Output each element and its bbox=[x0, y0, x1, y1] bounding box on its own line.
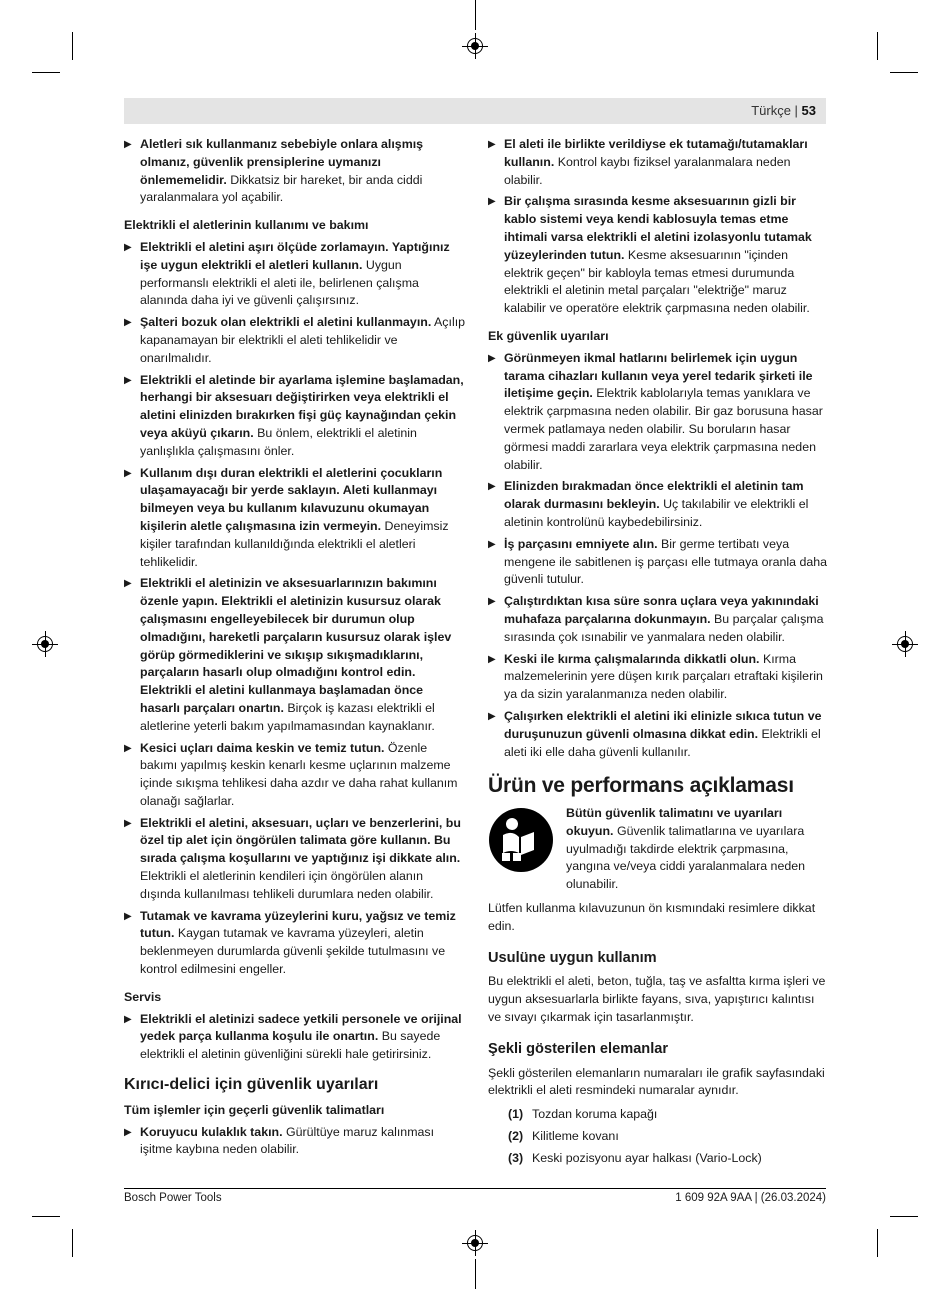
bullet-text: Kaygan tutamak ve kavrama yüzeyleri, aletin beklenmeyen durumlarda güvenli şekilde tutulmasını ve kontrol edilmesini engeller. bbox=[140, 926, 446, 977]
crop-mark bbox=[72, 32, 73, 60]
warning-text: Güvenlik talimatlarına ve uyarılara uyulmadığı takdirde elektrik çarpmasına, yangına ve/veya ciddi yaralanmalara neden olunabilir. bbox=[566, 823, 806, 892]
triangle-right-icon: ▶ bbox=[124, 139, 132, 150]
section-heading: Kırıcı-delici için güvenlik uyarıları bbox=[124, 1076, 379, 1094]
bullet-text: Dikkatsiz bir hareket, bir anda ciddi yaralanmalara yol açabilir. bbox=[140, 172, 423, 205]
section-subheading: Elektrikli el aletlerinin kullanımı ve bakımı bbox=[124, 218, 369, 233]
triangle-right-icon: ▶ bbox=[488, 538, 496, 550]
bullet-bold: Elektrikli el aletinizi sadece yetkili personele ve orijinal yedek parça kullanma koşulu ile onartın. bbox=[140, 1011, 462, 1044]
bullet-bold: Elektrikli el aletini, aksesuarı, uçları ve benzerlerini, bu özel tip alet için öngörülen talimata göre kullanın. Bu sırada çalışma koşullarını ve yaptığınız işi dikkate alın. bbox=[140, 815, 461, 866]
crop-mark bbox=[72, 1229, 73, 1257]
paragraph: Şekli gösterilen elemanların numaraları ile grafik sayfasındaki elektrikli el aleti resmindeki numaralar aynıdır. bbox=[488, 1065, 825, 1098]
triangle-right-icon: ▶ bbox=[124, 910, 132, 922]
bullet-bold: Kesici uçları daima keskin ve temiz tutun. bbox=[140, 740, 385, 755]
list-item bbox=[124, 1011, 466, 1064]
bullet-bold: Görünmeyen ikmal hatlarını belirlemek için uygun tarama cihazları kullanın veya yerel tedarik şirketi ile iletişime geçin. bbox=[504, 350, 813, 401]
triangle-right-icon: ▶ bbox=[488, 481, 496, 493]
left-column bbox=[124, 136, 466, 1163]
page-header bbox=[124, 98, 826, 124]
bullet-bold: Keski ile kırma çalışmalarında dikkatli olun. bbox=[504, 651, 760, 666]
triangle-right-icon: ▶ bbox=[488, 352, 496, 364]
list-item bbox=[124, 239, 466, 310]
bullet-bold: Kullanım dışı duran elektrikli el aletlerini çocukların ulaşamayacağı bir yerde saklayın. Aleti kullanmayı bilmeyen veya bu kullanım kılavuzunu okumayan kişilerin aletle çalışmasına izin vermeyin. bbox=[140, 465, 443, 533]
list-item bbox=[488, 350, 830, 475]
item-label: Kilitleme kovanı bbox=[532, 1129, 619, 1144]
triangle-right-icon: ▶ bbox=[488, 596, 496, 608]
bullet-bold: Elinizden bırakmadan önce elektrikli el aletinin tam olarak durmasını bekleyin. bbox=[504, 479, 804, 512]
bullet-text: Elektrikli el aleti iki elle daha güvenli kullanılır. bbox=[504, 726, 821, 759]
registration-mark-line bbox=[905, 631, 906, 657]
bullet-text: Elektrik kablolarıyla temas yanıklara ve elektrik çarpmasına neden olabilir. Bir gaz borusuna hasar vermek patlamaya neden olabilir. Su boruların hasar görmesi maddi zararlara veya elektrik çarpmasına neden olabilir. bbox=[504, 386, 823, 472]
bullet-text: Uç takılabilir ve elektrikli el aletinin kontrolünü kaybedebilirsiniz. bbox=[504, 497, 809, 529]
list-item bbox=[508, 1128, 830, 1146]
bullet-text: Uygun performanslı elektrikli el aleti ile, belirlenen çalışma alanında daha iyi ve güvenli çalışırsınız. bbox=[140, 257, 419, 308]
bullet-text: Birçok iş kazası elektrikli el aletlerine yeterli bakım yapılmamasından kaynaklanır. bbox=[140, 700, 435, 733]
header-text bbox=[751, 103, 816, 118]
bullet-text: Elektrikli el aletlerinin kendileri için öngörülen alanın dışında kullanılması tehlikeli durumlara neden olabilir. bbox=[140, 869, 434, 901]
bullet-bold: Çalıştırdıktan kısa süre sonra uçlara veya yakınındaki muhafaza parçalarına dokunmayın. bbox=[504, 594, 819, 626]
bullet-bold: Çalışırken elektrikli el aletini iki elinizle sıkıca tutun ve duruşunuzun güvenli olmasına dikkat edin. bbox=[504, 708, 822, 741]
list-item bbox=[488, 478, 830, 531]
list-item bbox=[488, 708, 830, 761]
bullet-bold: İş parçasını emniyete alın. bbox=[504, 536, 658, 551]
item-label: Keski pozisyonu ayar halkası (Vario-Lock) bbox=[532, 1150, 762, 1165]
triangle-right-icon: ▶ bbox=[488, 710, 496, 722]
crop-mark bbox=[890, 72, 918, 73]
bullet-bold: Elektrikli el aletinizin ve aksesuarlarınızın bakımını özenle yapın. Elektrikli el aletinizin kusursuz olarak çalışmasını engelleyebilecek bir durumun olup olmadığını, hareketli parçaların kusursuz olarak işlev görüp görmediklerini ve sıkışıp sıkışmadıklarını, parçaların hasarlı olup olmadığını kontrol edin. Elektrikli el aletini kullanmaya başlamadan önce hasarlı parçaları onartın. bbox=[140, 576, 452, 715]
crop-mark bbox=[475, 0, 476, 30]
bullet-text: Kesme aksesuarının "içinden elektrik geçen" bir kabloyla temas etmesi durumunda elektrikli el aletinin metal parçaları "elektriğe" maruz kalabilir ve operatöre elektrik çarpmasına neden olabilir. bbox=[504, 247, 810, 316]
registration-mark-line bbox=[475, 33, 476, 59]
crop-mark bbox=[890, 1216, 918, 1217]
crop-mark bbox=[877, 1229, 878, 1257]
item-number: (2) bbox=[508, 1129, 524, 1144]
list-item bbox=[488, 136, 830, 189]
subsection-heading: Usulüne uygun kullanım bbox=[488, 949, 657, 966]
bullet-text: Deneyimsiz kişiler tarafından kullanıldığında elektrikli el aletleri tehlikelidir. bbox=[140, 518, 449, 569]
bullet-bold: Şalteri bozuk olan elektrikli el aletini kullanmayın. bbox=[140, 315, 432, 330]
bullet-bold: Bir çalışma sırasında kesme aksesuarının gizli bir kablo sistemi veya kendi kablosuyla temas etme ihtimali varsa elektrikli el aletini izolasyonlu tutamak yüzeylerinden tutun. bbox=[504, 194, 812, 262]
list-item bbox=[488, 651, 830, 704]
list-item bbox=[124, 372, 466, 461]
section-subheading: Tüm işlemler için geçerli güvenlik talimatları bbox=[124, 1102, 385, 1117]
warning-bold: Bütün güvenlik talimatını ve uyarıları okuyun. bbox=[566, 806, 783, 838]
triangle-right-icon: ▶ bbox=[124, 1126, 132, 1138]
triangle-right-icon: ▶ bbox=[124, 241, 132, 253]
crop-mark bbox=[32, 72, 60, 73]
bullet-text: Bir germe tertibatı veya mengene ile sabitlenen iş parçası elle tutmaya oranla daha güvenli tutulur. bbox=[504, 536, 828, 587]
triangle-right-icon: ▶ bbox=[124, 742, 132, 754]
header-section: Türkçe | bbox=[751, 103, 802, 118]
triangle-right-icon: ▶ bbox=[488, 653, 496, 665]
subsection-heading: Şekli gösterilen elemanlar bbox=[488, 1040, 669, 1057]
bullet-text: Bu parçalar çalışma sırasında çok ısınabilir ve yanmalara neden olabilir. bbox=[504, 611, 824, 644]
list-item bbox=[124, 136, 466, 207]
list-item bbox=[488, 193, 830, 318]
bullet-bold: Elektrikli el aletini aşırı ölçüde zorlamayın. Yaptığınız işe uygun elektrikli el aletleri kullanın. bbox=[140, 239, 450, 272]
bullet-bold: Elektrikli el aletinde bir ayarlama işlemine başlamadan, herhangi bir aksesuarı değiştirirken veya elektrikli el aletini elinizden bırakırken fişi güç kaynağından çekin veya aküyü çıkarın. bbox=[140, 372, 464, 440]
list-item bbox=[508, 1106, 830, 1124]
bullet-bold: Tutamak ve kavrama yüzeylerini kuru, yağsız ve temiz tutun. bbox=[140, 908, 456, 941]
bullet-text: Gürültüye maruz kalınması işitme kaybına neden olabilir. bbox=[140, 1124, 435, 1157]
list-item bbox=[124, 1124, 466, 1160]
triangle-right-icon: ▶ bbox=[124, 578, 132, 590]
list-item bbox=[124, 465, 466, 572]
bullet-text: Kırma malzemelerinin yere düşen kırık parçaları etraftaki kişilerin ya da sizin yaralanmanıza neden olabilir. bbox=[504, 651, 823, 702]
section-subheading: Ek güvenlik uyarıları bbox=[488, 328, 609, 343]
bullet-bold: Aletleri sık kullanmanız sebebiyle onlara alışmış olmanız, güvenlik prensiplerine uymanızı önlememelidir. bbox=[140, 137, 424, 187]
chapter-heading: Ürün ve performans açıklaması bbox=[488, 774, 794, 798]
list-item bbox=[124, 908, 466, 979]
bullet-text: Özenle bakımı yapılmış keskin kenarlı kesme uçlarının malzeme içinde sıkışma tehlikesi daha azdır ve daha rahat kullanım olanağı sağlarlar. bbox=[140, 740, 458, 808]
bullet-text: Bu önlem, elektrikli el aletinin yanlışlıkla çalışmasını önler. bbox=[140, 425, 417, 458]
triangle-right-icon: ▶ bbox=[488, 139, 496, 150]
crop-mark bbox=[475, 1259, 476, 1289]
page-number: 53 bbox=[801, 103, 816, 118]
item-label: Tozdan koruma kapağı bbox=[532, 1107, 658, 1122]
registration-mark-line bbox=[45, 631, 46, 657]
triangle-right-icon: ▶ bbox=[124, 317, 132, 329]
crop-mark bbox=[877, 32, 878, 60]
list-item bbox=[124, 575, 466, 735]
footer-doc-id: 1 609 92A 9AA | (26.03.2024) bbox=[675, 1192, 826, 1204]
item-number: (1) bbox=[508, 1107, 524, 1122]
footer-brand: Bosch Power Tools bbox=[124, 1192, 222, 1204]
warning-box bbox=[488, 805, 830, 894]
bullet-text: Açılıp kapanamayan bir elektrikli el aleti tehlikelidir ve onarılmalıdır. bbox=[140, 315, 466, 365]
triangle-right-icon: ▶ bbox=[124, 467, 132, 479]
list-item bbox=[124, 740, 466, 811]
footer-divider bbox=[124, 1188, 826, 1189]
list-item bbox=[488, 593, 830, 646]
bullet-bold: El aleti ile birlikte verildiyse ek tutamağı/tutamakları kullanın. bbox=[504, 137, 808, 169]
list-item bbox=[488, 536, 830, 589]
right-column bbox=[488, 136, 830, 1172]
read-manual-icon bbox=[488, 807, 554, 873]
registration-mark-line bbox=[475, 1230, 476, 1256]
bullet-text: Bu sayede elektrikli el aletinin güvenliğini sürekli hale getirirsiniz. bbox=[140, 1029, 441, 1062]
section-subheading: Servis bbox=[124, 989, 162, 1004]
bullet-bold: Koruyucu kulaklık takın. bbox=[140, 1124, 283, 1139]
triangle-right-icon: ▶ bbox=[124, 1013, 132, 1025]
component-list bbox=[508, 1106, 830, 1167]
paragraph: Lütfen kullanma kılavuzunun ön kısmındaki resimlere dikkat edin. bbox=[488, 901, 816, 933]
bullet-text: Kontrol kaybı fiziksel yaralanmalara neden olabilir. bbox=[504, 154, 791, 187]
crop-mark bbox=[32, 1216, 60, 1217]
triangle-right-icon: ▶ bbox=[124, 374, 132, 386]
triangle-right-icon: ▶ bbox=[488, 196, 496, 208]
paragraph: Bu elektrikli el aleti, beton, tuğla, taş ve asfaltta kırma işleri ve uygun aksesuarlarla birlikte fayans, sıva, yapıştırıcı kalıntısı ve sıvayı çıkarmak için tasarlanmıştır. bbox=[488, 974, 826, 1025]
list-item bbox=[508, 1150, 830, 1168]
list-item bbox=[124, 314, 466, 367]
triangle-right-icon: ▶ bbox=[124, 817, 132, 829]
item-number: (3) bbox=[508, 1150, 524, 1165]
list-item bbox=[124, 815, 466, 904]
